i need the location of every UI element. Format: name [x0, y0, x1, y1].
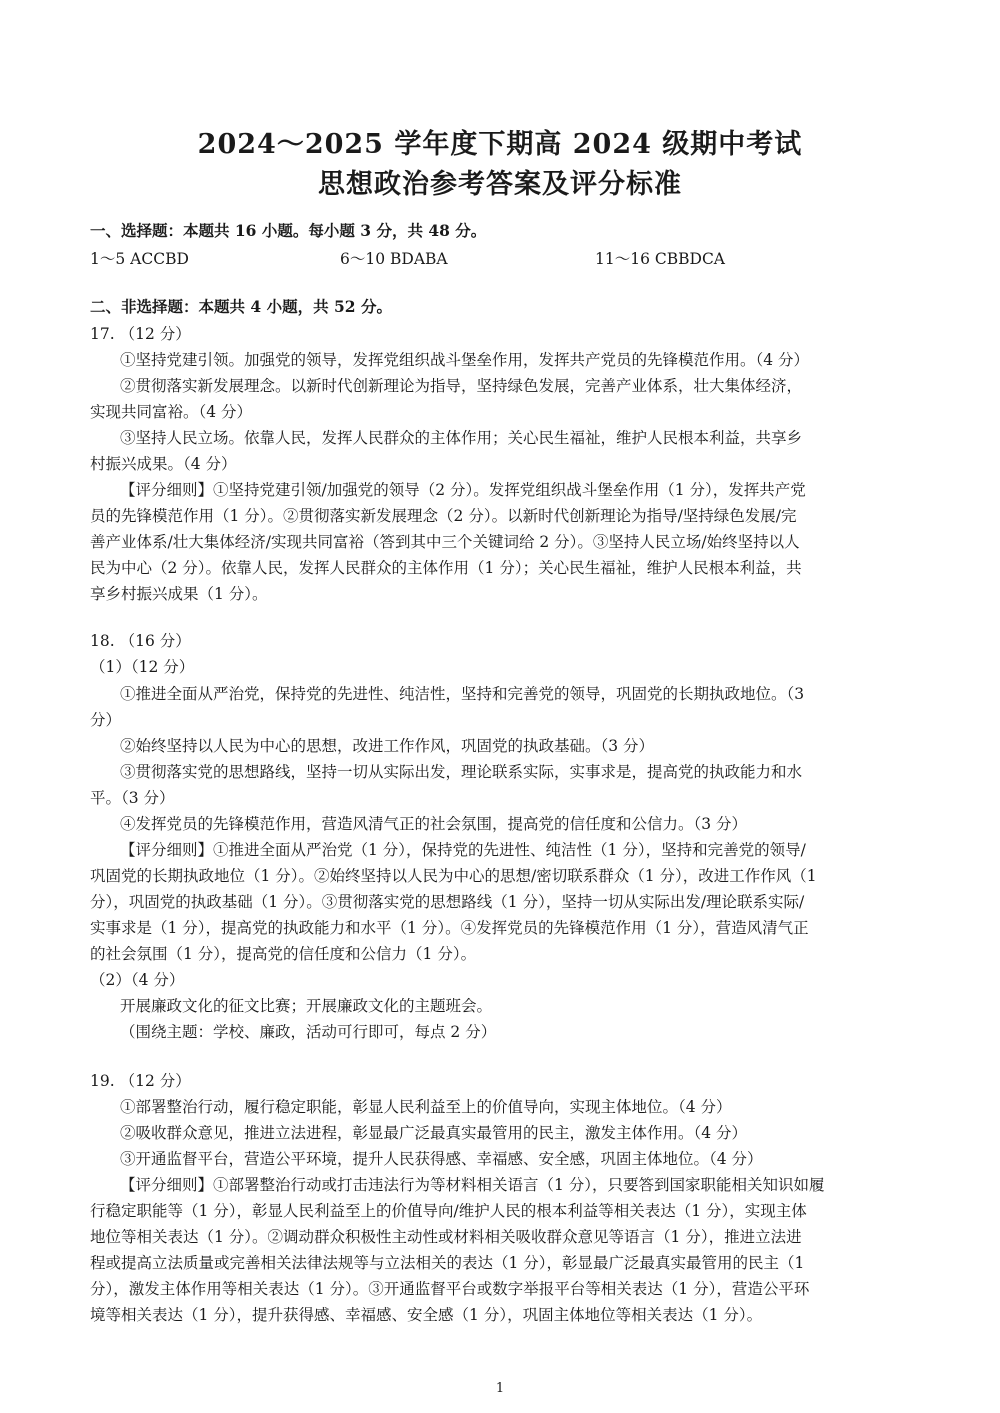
- q18-line: ④发挥党员的先锋模范作用，营造风清气正的社会氛围，提高党的信任度和公信力。（3 分）: [120, 815, 748, 833]
- mc-answers-11-16: 11～16 CBBDCA: [595, 250, 725, 268]
- q18-line: 分），巩固党的执政基础（1 分）。③贯彻落实党的思想路线（1 分），坚持一切从实际出发/理论联系实际/: [90, 893, 805, 911]
- q19-line: 地位等相关表达（1 分）。②调动群众积极性主动性或材料相关吸收群众意见等语言（1 分），推进立法进: [90, 1228, 802, 1246]
- q17-line: 善产业体系/壮大集体经济/实现共同富裕（答到其中三个关键词给 2 分）。③坚持人民立场/始终坚持以人: [90, 533, 800, 551]
- q18-part2-header: （2）（4 分）: [90, 971, 185, 989]
- q17-line: 实现共同富裕。（4 分）: [90, 403, 253, 421]
- q17-line: 民为中心（2 分）。依靠人民，发挥人民群众的主体作用（1 分）；关心民生福祉，维护人民根本利益，共: [90, 559, 802, 577]
- q18-part1-header: （1）（12 分）: [90, 658, 195, 676]
- q18-line: 平。（3 分）: [90, 789, 175, 807]
- q18-line: ③贯彻落实党的思想路线，坚持一切从实际出发，理论联系实际，实事求是，提高党的执政能力和水: [120, 763, 803, 781]
- q19-line: ③开通监督平台，营造公平环境，提升人民获得感、幸福感、安全感，巩固主体地位。（4 分）: [120, 1150, 763, 1168]
- q17-scoring-rules: 【评分细则】①坚持党建引领/加强党的领导（2 分）。发挥党组织战斗堡垒作用（1 分），发挥共产党: [120, 481, 806, 499]
- q17-line: 享乡村振兴成果（1 分）。: [90, 585, 268, 603]
- q19-header: 19. （12 分）: [90, 1072, 191, 1090]
- q19-scoring-rules: 【评分细则】①部署整治行动或打击违法行为等材料相关语言（1 分），只要答到国家职能相关知识如履: [120, 1176, 825, 1194]
- q19-line: 境等相关表达（1 分），提升获得感、幸福感、安全感（1 分），巩固主体地位等相关表达（1 分）。: [90, 1306, 763, 1324]
- page-number: 1: [495, 1381, 505, 1396]
- q17-header: 17. （12 分）: [90, 325, 191, 343]
- mc-answers-1-5: 1～5 ACCBD: [90, 250, 189, 268]
- page-subtitle: 思想政治参考答案及评分标准: [318, 169, 682, 200]
- q19-line: ②吸收群众意见，推进立法进程，彰显最广泛最真实最管用的民主，激发主体作用。（4 分）: [120, 1124, 748, 1142]
- section1-heading: 一、选择题：本题共 16 小题。每小题 3 分，共 48 分。: [90, 221, 487, 240]
- q18-scoring-rules: 【评分细则】①推进全面从严治党（1 分），保持党的先进性、纯洁性（1 分），坚持和完善党的领导/: [120, 841, 806, 859]
- section2-heading: 二、非选择题：本题共 4 小题，共 52 分。: [90, 297, 392, 316]
- q18-line: 的社会氛围（1 分），提高党的信任度和公信力（1 分）。: [90, 945, 477, 963]
- q18-line: （围绕主题：学校、廉政，活动可行即可，每点 2 分）: [120, 1023, 497, 1041]
- q17-line: ③坚持人民立场。依靠人民，发挥人民群众的主体作用；关心民生福祉，维护人民根本利益，共享乡: [120, 429, 803, 447]
- q18-line: 分）: [90, 711, 122, 729]
- q17-line: ②贯彻落实新发展理念。以新时代创新理论为指导，坚持绿色发展，完善产业体系，壮大集体经济，: [120, 377, 803, 395]
- q18-line: ①推进全面从严治党，保持党的先进性、纯洁性，坚持和完善党的领导，巩固党的长期执政地位。（3: [120, 685, 805, 703]
- q18-header: 18. （16 分）: [90, 632, 191, 650]
- q19-line: 分），激发主体作用等相关表达（1 分）。③开通监督平台或数字举报平台等相关表达（1 分），营造公平环: [90, 1280, 810, 1298]
- q18-line: 实事求是（1 分），提高党的执政能力和水平（1 分）。④发挥党员的先锋模范作用（1 分），营造风清气正: [90, 919, 809, 937]
- q17-line: 员的先锋模范作用（1 分）。②贯彻落实新发展理念（2 分）。以新时代创新理论为指导/坚持绿色发展/完: [90, 507, 797, 525]
- page-title: 2024～2025 学年度下期高 2024 级期中考试: [197, 129, 803, 160]
- q17-line: ①坚持党建引领。加强党的领导，发挥党组织战斗堡垒作用，发挥共产党员的先锋模范作用。（4 分）: [120, 351, 810, 369]
- q18-line: 开展廉政文化的征文比赛；开展廉政文化的主题班会。: [120, 997, 493, 1015]
- q19-line: 程或提高立法质量或完善相关法律法规等与立法相关的表达（1 分），彰显最广泛最真实最管用的民主（1: [90, 1254, 805, 1272]
- q18-line: ②始终坚持以人民为中心的思想，改进工作作风，巩固党的执政基础。（3 分）: [120, 737, 655, 755]
- q19-line: ①部署整治行动，履行稳定职能，彰显人民利益至上的价值导向，实现主体地位。（4 分）: [120, 1098, 732, 1116]
- q19-line: 行稳定职能等（1 分），彰显人民利益至上的价值导向/维护人民的根本利益等相关表达（1 分），实现主体: [90, 1202, 807, 1220]
- q18-line: 巩固党的长期执政地位（1 分）。②始终坚持以人民为中心的思想/密切联系群众（1 分），改进工作作风（1: [90, 867, 817, 885]
- q17-line: 村振兴成果。（4 分）: [90, 455, 237, 473]
- mc-answers-6-10: 6～10 BDABA: [340, 250, 448, 268]
